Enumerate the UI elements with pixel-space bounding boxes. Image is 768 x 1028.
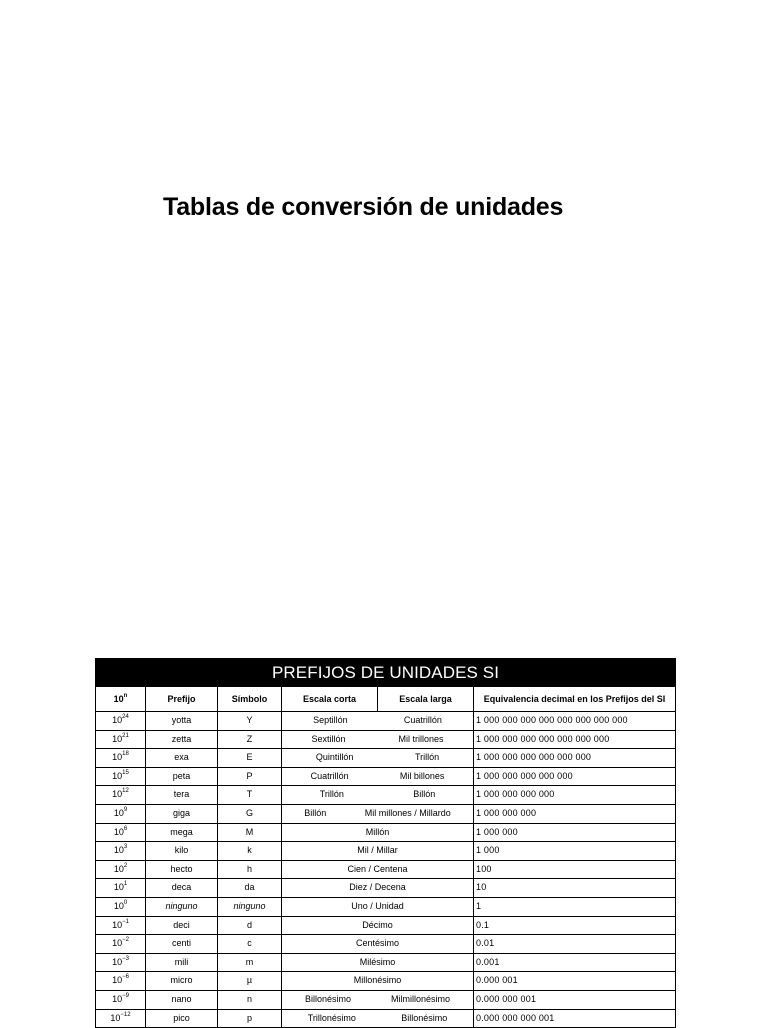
cell-prefix: giga xyxy=(146,804,218,823)
header-symbol: Símbolo xyxy=(218,687,282,712)
cell-power: $10^{18}$ xyxy=(96,749,146,768)
cell-decimal: 0.000 000 000 001 xyxy=(474,1009,676,1028)
cell-long-scale: Mil trillones xyxy=(398,733,444,744)
cell-decimal: 1 xyxy=(474,897,676,916)
cell-prefix: mega xyxy=(146,823,218,842)
cell-scale-split xyxy=(282,767,474,786)
cell-power: $10^0$ xyxy=(96,897,146,916)
cell-decimal: 0.1 xyxy=(474,916,676,935)
cell-short-scale: Trillón xyxy=(319,789,344,800)
cell-short-scale: Billonésimo xyxy=(304,993,352,1004)
cell-symbol: m xyxy=(218,953,282,972)
cell-prefix: pico xyxy=(146,1009,218,1028)
cell-long-scale: Cuatrillón xyxy=(403,715,442,725)
table-row xyxy=(96,712,676,731)
cell-scale-merged: Uno / Unidad xyxy=(282,897,474,916)
cell-scale-merged: Millonésimo xyxy=(282,972,474,991)
cell-prefix: micro xyxy=(146,972,218,991)
table-row xyxy=(96,879,676,898)
cell-prefix: centi xyxy=(146,935,218,954)
cell-long-scale: Mil billones xyxy=(399,770,445,781)
cell-power: $10^{12}$ xyxy=(96,786,146,805)
cell-decimal: 1 000 000 000 000 000 xyxy=(474,767,676,786)
table-row xyxy=(96,1009,676,1028)
cell-symbol: c xyxy=(218,935,282,954)
cell-prefix: mili xyxy=(146,953,218,972)
cell-prefix: tera xyxy=(146,786,218,805)
cell-symbol: d xyxy=(218,916,282,935)
cell-prefix: peta xyxy=(146,767,218,786)
cell-power: $10^{-1}$ xyxy=(96,916,146,935)
table-row xyxy=(96,730,676,749)
cell-scale-split xyxy=(282,1009,474,1028)
cell-decimal: 1 000 000 xyxy=(474,823,676,842)
cell-decimal: 0.01 xyxy=(474,935,676,954)
cell-decimal: 1 000 000 000 xyxy=(474,804,676,823)
cell-scale-merged: Décimo xyxy=(282,916,474,935)
header-decimal: Equivalencia decimal en los Prefijos del SI xyxy=(474,687,676,712)
cell-scale-merged: Mil / Millar xyxy=(282,842,474,861)
table-row xyxy=(96,823,676,842)
cell-power: $10^9$ xyxy=(96,804,146,823)
cell-short-scale: Septillón xyxy=(313,715,348,725)
cell-power: $10^{24}$ xyxy=(96,712,146,731)
table-row xyxy=(96,842,676,861)
cell-symbol: µ xyxy=(218,972,282,991)
cell-prefix: deca xyxy=(146,879,218,898)
cell-prefix: ninguno xyxy=(146,897,218,916)
cell-symbol: Y xyxy=(218,712,282,731)
cell-symbol: da xyxy=(218,879,282,898)
cell-scale-merged: Cien / Centena xyxy=(282,860,474,879)
cell-prefix: nano xyxy=(146,990,218,1009)
cell-power: $10^{-2}$ xyxy=(96,935,146,954)
cell-short-scale: Sextillón xyxy=(311,733,346,744)
table-row xyxy=(96,897,676,916)
table-row xyxy=(96,804,676,823)
header-prefix: Prefijo xyxy=(146,687,218,712)
cell-power: $10^{21}$ xyxy=(96,730,146,749)
cell-short-scale: Billón xyxy=(304,807,327,818)
cell-scale-merged: Milésimo xyxy=(282,953,474,972)
cell-symbol: G xyxy=(218,804,282,823)
cell-decimal: 1 000 000 000 000 xyxy=(474,786,676,805)
cell-prefix: hecto xyxy=(146,860,218,879)
cell-symbol: p xyxy=(218,1009,282,1028)
table-row xyxy=(96,749,676,768)
cell-power: $10^{15}$ xyxy=(96,767,146,786)
cell-symbol: h xyxy=(218,860,282,879)
cell-decimal: 1 000 xyxy=(474,842,676,861)
cell-scale-split xyxy=(282,749,474,768)
cell-symbol: T xyxy=(218,786,282,805)
cell-decimal: 0.000 001 xyxy=(474,972,676,991)
cell-scale-split xyxy=(282,730,474,749)
cell-decimal: 10 xyxy=(474,879,676,898)
cell-decimal: 1 000 000 000 000 000 000 xyxy=(474,749,676,768)
cell-power: $10^{-9}$ xyxy=(96,990,146,1009)
cell-decimal: 1 000 000 000 000 000 000 000 000 xyxy=(474,712,676,731)
cell-prefix: kilo xyxy=(146,842,218,861)
cell-scale-split xyxy=(282,990,474,1009)
cell-power: $10^3$ xyxy=(96,842,146,861)
cell-symbol: M xyxy=(218,823,282,842)
cell-symbol: Z xyxy=(218,730,282,749)
header-power: 10$^n$ xyxy=(96,687,146,712)
table-body xyxy=(96,712,676,1028)
cell-symbol: n xyxy=(218,990,282,1009)
cell-long-scale: Mil millones / Millardo xyxy=(364,807,451,818)
cell-symbol: E xyxy=(218,749,282,768)
cell-long-scale: Billón xyxy=(413,789,436,800)
table-row xyxy=(96,990,676,1009)
table-row xyxy=(96,972,676,991)
cell-power: $10^6$ xyxy=(96,823,146,842)
cell-scale-split xyxy=(282,712,474,731)
cell-scale-split xyxy=(282,786,474,805)
table-row xyxy=(96,786,676,805)
table-row xyxy=(96,916,676,935)
cell-long-scale: Billonésimo xyxy=(401,1012,448,1023)
cell-decimal: 1 000 000 000 000 000 000 000 xyxy=(474,730,676,749)
cell-long-scale: Trillón xyxy=(414,752,440,763)
cell-prefix: yotta xyxy=(146,712,218,731)
cell-decimal: 0.001 xyxy=(474,953,676,972)
cell-short-scale: Cuatrillón xyxy=(310,770,349,781)
cell-symbol: ninguno xyxy=(218,897,282,916)
cell-decimal: 0.000 000 001 xyxy=(474,990,676,1009)
cell-short-scale: Trillonésimo xyxy=(307,1012,356,1023)
cell-scale-merged: Centésimo xyxy=(282,935,474,954)
cell-prefix: deci xyxy=(146,916,218,935)
cell-long-scale: Milmillonésimo xyxy=(390,993,450,1004)
cell-symbol: P xyxy=(218,767,282,786)
cell-decimal: 100 xyxy=(474,860,676,879)
header-short-scale: Escala corta xyxy=(282,687,378,712)
header-long-scale: Escala larga xyxy=(378,687,474,712)
cell-scale-split xyxy=(282,804,474,823)
cell-power: $10^{-12}$ xyxy=(96,1009,146,1028)
table-row xyxy=(96,860,676,879)
si-prefix-table xyxy=(95,658,676,1028)
cell-short-scale: Quintillón xyxy=(315,752,354,763)
cell-scale-merged: Diez / Decena xyxy=(282,879,474,898)
table-banner: PREFIJOS DE UNIDADES SI xyxy=(96,659,676,687)
cell-prefix: zetta xyxy=(146,730,218,749)
cell-symbol: k xyxy=(218,842,282,861)
table-row xyxy=(96,935,676,954)
cell-power: $10^2$ xyxy=(96,860,146,879)
table-row xyxy=(96,953,676,972)
table-row xyxy=(96,767,676,786)
cell-scale-merged: Millón xyxy=(282,823,474,842)
cell-prefix: exa xyxy=(146,749,218,768)
table-header-row xyxy=(96,687,676,712)
cell-power: $10^{-3}$ xyxy=(96,953,146,972)
cell-power: $10^{-6}$ xyxy=(96,972,146,991)
cell-power: $10^1$ xyxy=(96,879,146,898)
page-title: Tablas de conversión de unidades xyxy=(163,193,564,221)
